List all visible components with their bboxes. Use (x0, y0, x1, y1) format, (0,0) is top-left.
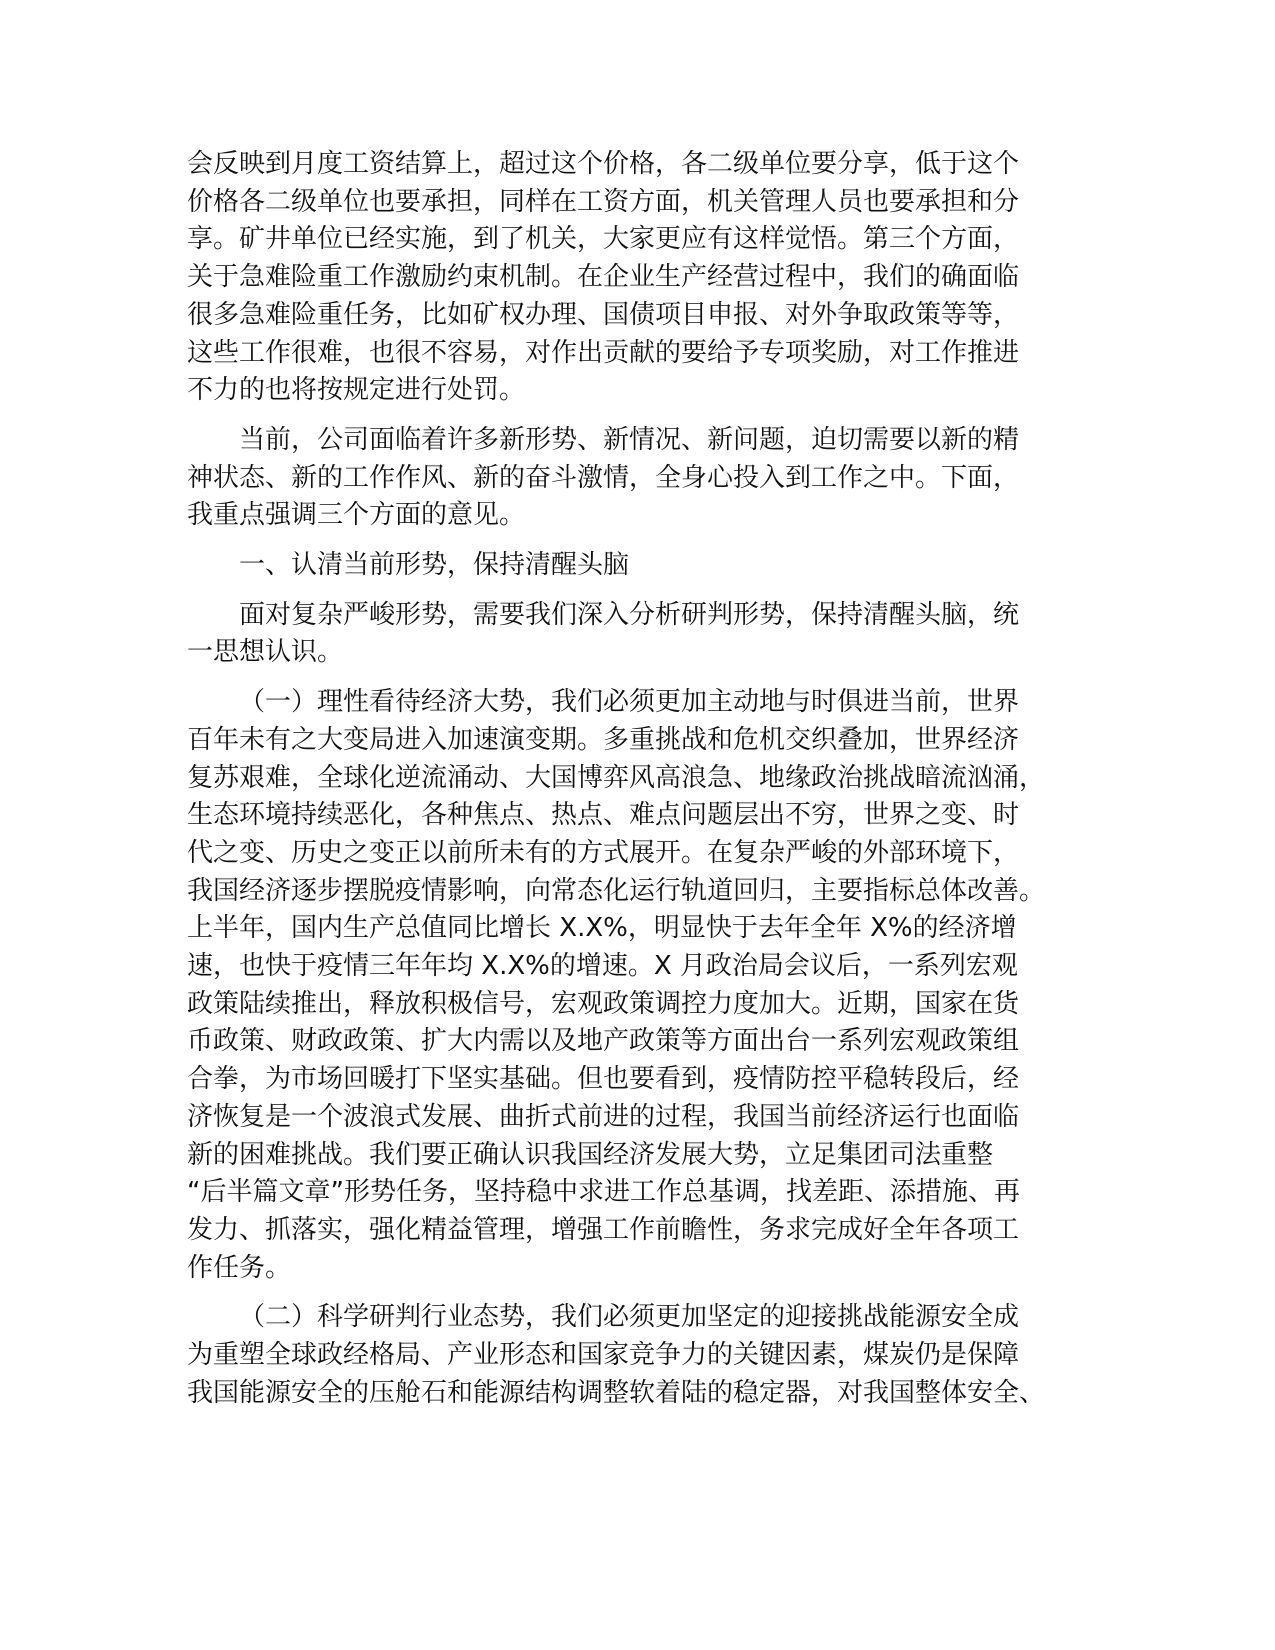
text-line: 不力的也将按规定进行处罚。 (187, 375, 526, 406)
text-line: 发力、抓落实，强化精益管理，增强工作前瞻性，务求完成好全年各项工 (187, 1214, 1020, 1245)
text-line: 合拳，为市场回暖打下坚实基础。但也要看到，疫情防控平稳转段后，经 (187, 1064, 1020, 1095)
text-line: 上半年，国内生产总值同比增长 X.X%，明显快于去年全年 X%的经济增 (187, 913, 1017, 944)
text-line: 币政策、财政政策、扩大内需以及地产政策等方面出台一系列宏观政策组 (187, 1026, 1020, 1057)
text-line: 享。矿井单位已经实施，到了机关，大家更应有这样觉悟。第三个方面， (187, 224, 1020, 255)
text-line: （二）科学研判行业态势，我们必须更加坚定的迎接挑战能源安全成 (239, 1302, 1020, 1333)
text-line: 神状态、新的工作作风、新的奋斗激情，全身心投入到工作之中。下面， (187, 462, 1020, 493)
text-line: 关于急难险重工作激励约束机制。在企业生产经营过程中，我们的确面临 (187, 262, 1020, 293)
text-line: 这些工作很难，也很不容易，对作出贡献的要给予专项奖励，对工作推进 (187, 337, 1020, 368)
section-heading-1 (187, 547, 1087, 585)
paragraph-industry (187, 1299, 1087, 1412)
text-line: 作任务。 (187, 1252, 292, 1283)
text-line: 会反映到月度工资结算上，超过这个价格，各二级单位要分享，低于这个 (187, 149, 1020, 179)
text-line: 我重点强调三个方面的意见。 (187, 500, 526, 531)
heading-text: 一、认清当前形势，保持清醒头脑 (239, 550, 630, 581)
text-line: 很多急难险重任务，比如矿权办理、国债项目申报、对外争取政策等等， (187, 299, 1020, 330)
text-line: 速，也快于疫情三年年均 X.X%的增速。X 月政治局会议后，一系列宏观 (187, 951, 1018, 982)
text-line: 生态环境持续恶化，各种焦点、热点、难点问题层出不穷，世界之变、时 (187, 800, 1020, 831)
document-body (187, 146, 1087, 1425)
text-line: 百年未有之大变局进入加速演变期。多重挑战和危机交织叠加，世界经济 (187, 724, 1020, 755)
text-line: 面对复杂严峻形势，需要我们深入分析研判形势，保持清醒头脑，统 (239, 599, 1020, 630)
paragraph-analysis (187, 597, 1087, 672)
text-line: 我国经济逐步摆脱疫情影响，向常态化运行轨道回归，主要指标总体改善。 (187, 875, 1046, 906)
paragraph-wage-settlement (187, 146, 1087, 410)
text-line: 济恢复是一个波浪式发展、曲折式前进的过程，我国当前经济运行也面临 (187, 1101, 1020, 1132)
text-line: 政策陆续推出，释放积极信号，宏观政策调控力度加大。近期，国家在货 (187, 988, 1020, 1019)
text-line: 为重塑全球政经格局、产业形态和国家竞争力的关键因素，煤炭仍是保障 (187, 1340, 1020, 1371)
paragraph-current-situation (187, 422, 1087, 535)
text-line: 新的困难挑战。我们要正确认识我国经济发展大势，立足集团司法重整 (187, 1139, 994, 1170)
paragraph-economy (187, 684, 1087, 1287)
text-line: 当前，公司面临着许多新形势、新情况、新问题，迫切需要以新的精 (239, 424, 1020, 455)
text-line: （一）理性看待经济大势，我们必须更加主动地与时俱进当前，世界 (239, 687, 1020, 718)
text-line: 代之变、历史之变正以前所未有的方式展开。在复杂严峻的外部环境下， (187, 837, 1020, 868)
text-line: 我国能源安全的压舱石和能源结构调整软着陆的稳定器，对我国整体安全、 (187, 1377, 1046, 1408)
text-line: 一思想认识。 (187, 637, 344, 668)
text-line: 复苏艰难，全球化逆流涌动、大国博弈风高浪急、地缘政治挑战暗流汹涌， (187, 762, 1046, 793)
text-line: “后半篇文章”形势任务，坚持稳中求进工作总基调，找差距、添措施、再 (187, 1177, 1020, 1208)
text-line: 价格各二级单位也要承担，同样在工资方面，机关管理人员也要承担和分 (187, 186, 1020, 217)
